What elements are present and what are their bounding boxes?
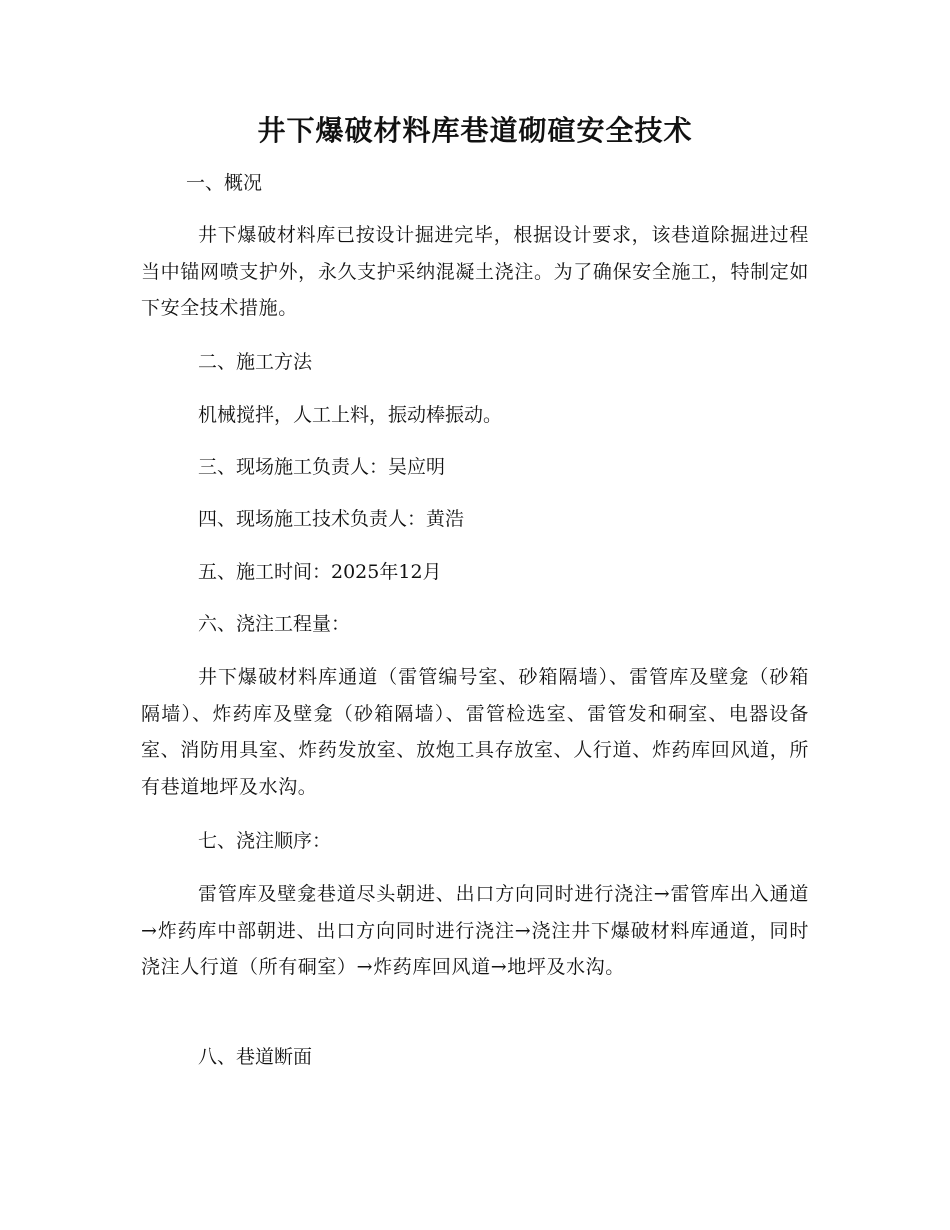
section-3-site-manager: 三、现场施工负责人：吴应明	[198, 456, 446, 478]
section-7-body: 雷管库及壁龛巷道尽头朝进、出口方向同时进行浇注→雷管库出入通道→炸药库中部朝进、出口方向同时进行浇注→浇注井下爆破材料库通道，同时浇注人行道（所有硐室）→炸药库回风道→地坪及水沟。	[141, 883, 809, 978]
section-2-heading: 二、施工方法	[198, 351, 313, 373]
section-6-body: 井下爆破材料库通道（雷管编号室、砂箱隔墙）、雷管库及壁龛（砂箱隔墙）、炸药库及壁龛（砂箱隔墙）、雷管检选室、雷管发和硐室、电器设备室、消防用具室、炸药发放室、放炮工具存放室、人行道、炸药库回风道，所有巷道地坪及水沟。	[141, 666, 809, 798]
section-2-body: 机械搅拌，人工上料，振动棒振动。	[198, 404, 503, 426]
section-1-body: 井下爆破材料库已按设计掘进完毕，根据设计要求，该巷道除掘进过程当中锚网喷支护外，永久支护采纳混凝土浇注。为了确保安全施工，特制定如下安全技术措施。	[141, 224, 809, 319]
section-1-heading: 一、概况	[186, 172, 263, 194]
section-6-heading: 六、浇注工程量：	[198, 613, 351, 635]
document-title: 井下爆破材料库巷道砌碹安全技术	[257, 114, 693, 147]
section-8-heading: 八、巷道断面	[198, 1046, 313, 1068]
section-5-construction-time: 五、施工时间：2025年12月	[198, 561, 442, 583]
section-7-heading: 七、浇注顺序：	[198, 830, 332, 852]
section-4-technical-manager: 四、现场施工技术负责人：黄浩	[198, 508, 465, 530]
